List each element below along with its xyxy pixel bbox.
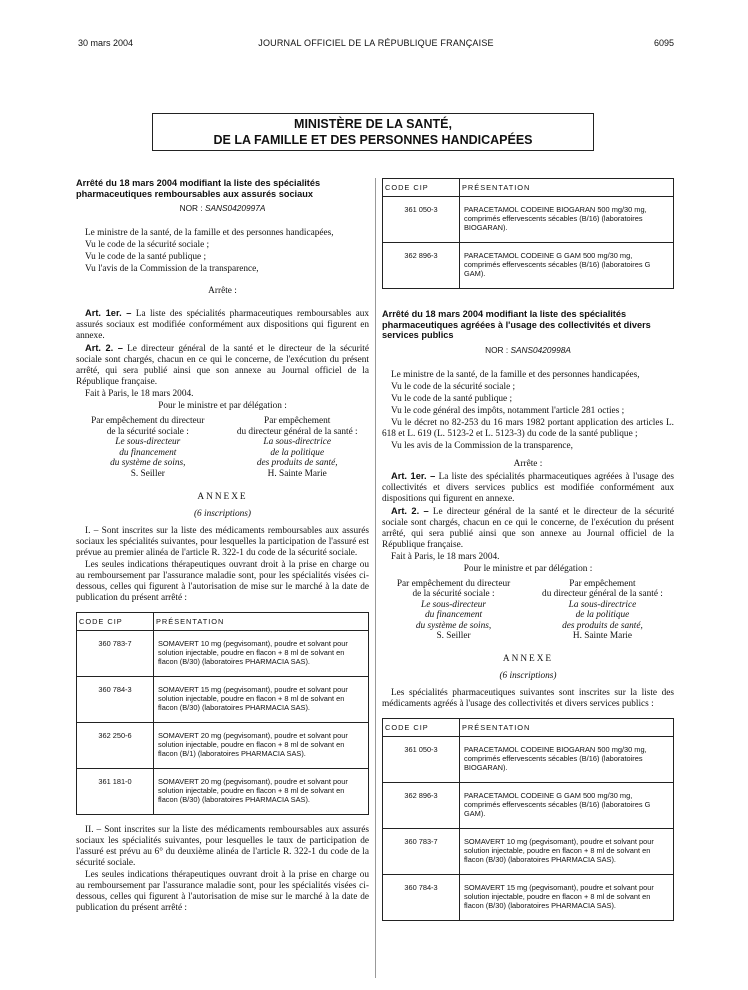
header-date: 30 mars 2004 [78, 38, 134, 48]
table-row [77, 630, 369, 676]
signatory-name: H. Sainte Marie [572, 631, 633, 642]
cip-code: 360 784-3 [77, 676, 154, 722]
presentation-text: SOMAVERT 15 mg (pegvisomant), poudre et solvant pour solution injectable, poudre en flacon + 8 ml de solvant en flacon (B/30) (laboratoires PHARMACIA SAS). [154, 676, 369, 722]
cip-code: 360 783-7 [77, 630, 154, 676]
arrete2-signatures [382, 579, 674, 643]
arrete1-visa: Vu le code de la sécurité sociale ; [85, 240, 210, 250]
presentation-text: SOMAVERT 10 mg (pegvisomant), poudre et solvant pour solution injectable, poudre en flacon + 8 ml de solvant en flacon (B/30) (laboratoires PHARMACIA SAS). [460, 829, 674, 875]
arrete2-visa: Vu le code général des impôts, notamment l'article 281 octies ; [391, 405, 625, 416]
table-row [383, 243, 674, 289]
signatory-name: S. Seiller [130, 468, 165, 479]
cip-code: 362 250-6 [77, 722, 154, 768]
cip-code: 360 784-3 [383, 875, 460, 921]
article-text: La liste des spécialités pharmaceutiques agréées à l'usage des collectivités et divers services publics est modifiée conformément aux dispositions qui figurent en annexe. [382, 471, 674, 504]
arrete2-arrete: Arrête : [513, 458, 543, 469]
presentation-text: SOMAVERT 20 mg (pegvisomant), poudre et solvant pour solution injectable, poudre en flacon + 8 ml de solvant en flacon (B/1) (laboratoires PHARMACIA SAS). [154, 722, 369, 768]
sig-line: des produits de santé, [562, 620, 643, 631]
table-row [383, 783, 674, 829]
arrete2-visa: Vu le code de la santé publique ; [391, 393, 513, 404]
col-header-code: CODE CIP [383, 179, 460, 197]
arrete1-table-2 [382, 178, 674, 289]
table-row [383, 829, 674, 875]
presentation-text: SOMAVERT 10 mg (pegvisomant), poudre et solvant pour solution injectable, poudre en flacon + 8 ml de solvant en flacon (B/30) (laboratoires PHARMACIA SAS). [154, 630, 369, 676]
sig-line: de la sécurité sociale : [106, 426, 189, 437]
header-journal: JOURNAL OFFICIEL DE LA RÉPUBLIQUE FRANÇAISE [258, 38, 494, 48]
arrete2-title: Arrêté du 18 mars 2004 modifiant la liste des spécialités pharmaceutiques agréées à l'usage des collectivités et divers services publics [382, 309, 651, 340]
left-column [76, 178, 369, 915]
table-row [77, 768, 369, 814]
arrete1-inscriptions: (6 inscriptions) [193, 508, 252, 519]
table-row [383, 875, 674, 921]
arrete2-visa: Vu le décret no 82-253 du 16 mars 1982 portant application des articles L. 618 et L. 619 (L. 5123-2 et L. 5123-3) du code de la santé publique ; [382, 417, 674, 439]
presentation-text: PARACETAMOL CODEINE BIOGARAN 500 mg/30 mg, comprimés effervescents sécables (B/16) (laboratoires BIOGARAN). [460, 197, 674, 243]
article-label: Art. 1er. – [85, 308, 132, 318]
presentation-text: PARACETAMOL CODEINE G GAM 500 mg/30 mg, comprimés effervescents sécables (B/16) (laboratoires G GAM). [460, 243, 674, 289]
sig-line: du directeur général de la santé : [236, 426, 358, 437]
cip-code: 360 783-7 [383, 829, 460, 875]
signature-left [76, 416, 220, 480]
sig-line: Par empêchement [569, 578, 636, 589]
right-column [382, 178, 674, 931]
signature-right [225, 416, 369, 480]
nor-value: SANS0420997A [204, 203, 266, 213]
sig-line: du financement [425, 610, 483, 621]
sig-line: Par empêchement [264, 416, 331, 426]
arrete2-pour: Pour le ministre et par délégation : [463, 563, 593, 574]
sig-line: de la politique [270, 447, 325, 458]
sig-line: Le sous-directeur [115, 437, 181, 448]
col-header-presentation: PRÉSENTATION [154, 612, 369, 630]
cip-code: 362 896-3 [383, 783, 460, 829]
col-header-code: CODE CIP [383, 719, 460, 737]
sig-line: du système de soins, [415, 620, 492, 631]
arrete2-article-2 [382, 506, 674, 551]
arrete1-pour: Pour le ministre et par délégation : [158, 401, 287, 411]
cip-code: 361 181-0 [77, 768, 154, 814]
nor-value: SANS0420998A [510, 344, 571, 355]
table-row [77, 676, 369, 722]
arrete1-intro: Le ministre de la santé, de la famille et des personnes handicapées, [85, 228, 334, 238]
signature-right [531, 579, 674, 643]
arrete1-visa: Vu le code de la santé publique ; [85, 252, 207, 262]
ministry-title-line2: DE LA FAMILLE ET DES PERSONNES HANDICAPÉES [213, 133, 533, 147]
arrete1-section-2: II. – Sont inscrites sur la liste des médicaments remboursables aux assurés sociaux les spécialités suivantes, pour lesquelles le taux de participation de l'assuré est prévu au 6° du deuxième alinéa de l'article R. 322-1 du code de la sécurité sociale. [76, 824, 369, 868]
arrete2-nor [382, 345, 674, 356]
arrete1-table-1 [76, 612, 369, 815]
sig-line: Par empêchement du directeur [91, 416, 205, 426]
arrete2-intro: Le ministre de la santé, de la famille et des personnes handicapées, [391, 369, 640, 380]
arrete1-title: Arrêté du 18 mars 2004 modifiant la liste des spécialités pharmaceutiques remboursables aux assurés sociaux [76, 178, 321, 199]
arrete1-section-1: I. – Sont inscrites sur la liste des médicaments remboursables aux assurés sociaux les spécialités suivantes, pour lesquelles la participation de l'assuré est prévue au premier alinéa de l'article R. 322-1 du code de la sécurité sociale. [76, 525, 369, 558]
arrete2-visa: Vu le code de la sécurité sociale ; [391, 381, 516, 392]
sig-line: de la sécurité sociale : [412, 589, 495, 600]
arrete2-inscriptions: (6 inscriptions) [499, 671, 557, 682]
presentation-text: SOMAVERT 15 mg (pegvisomant), poudre et solvant pour solution injectable, poudre en flacon + 8 ml de solvant en flacon (B/30) (laboratoires PHARMACIA SAS). [460, 875, 674, 921]
arrete2-fait: Fait à Paris, le 18 mars 2004. [391, 551, 500, 562]
arrete1-fait: Fait à Paris, le 18 mars 2004. [85, 389, 194, 399]
arrete1-section-2b: Les seules indications thérapeutiques ouvrant droit à la prise en charge ou au remboursement par l'assurance maladie sont, pour les spécialités visées ci-dessous, celles qui figurent à l'autorisation de mise sur le marché à la date de publication du présent arrêté : [76, 869, 369, 913]
arrete2-article-1 [382, 471, 674, 505]
ministry-title-box [152, 113, 594, 151]
arrete2-section-1: Les spécialités pharmaceutiques suivantes sont inscrites sur la liste des médicaments agréés à l'usage des collectivités et divers services publics : [382, 688, 674, 710]
arrete1-signatures [76, 416, 369, 480]
sig-line: Par empêchement du directeur [396, 578, 511, 589]
sig-line: des produits de santé, [256, 458, 338, 469]
sig-line: Le sous-directeur [421, 599, 487, 610]
arrete1-visa: Vu l'avis de la Commission de la transparence, [85, 264, 259, 274]
nor-label: NOR : [179, 203, 203, 213]
table-row [383, 737, 674, 783]
arrete1-article-2 [76, 343, 369, 388]
cip-code: 361 050-3 [383, 197, 460, 243]
article-label: Art. 1er. – [391, 470, 436, 481]
arrete1-section-1b: Les seules indications thérapeutiques ouvrant droit à la prise en charge ou au remboursement par l'assurance maladie sont, pour les spécialités visées ci-dessous, celles qui figurent à l'autorisation de mise sur le marché à la date de publication du présent arrêté : [76, 559, 369, 603]
header-page-number: 6095 [653, 38, 674, 48]
article-text: Le directeur général de la santé et le directeur de la sécurité sociale sont chargés, chacun en ce qui le concerne, de l'exécution du présent arrêté, qui sera publié ainsi que son annexe au Journal officiel de la République française. [382, 506, 674, 550]
sig-line: du directeur général de la santé : [542, 589, 663, 600]
cip-code: 361 050-3 [383, 737, 460, 783]
article-text: Le directeur général de la santé et le directeur de la sécurité sociale sont chargés, chacun en ce qui le concerne, de l'exécution du présent arrêté, qui sera publié ainsi que son annexe au Journal officiel de la République française. [76, 344, 369, 387]
article-label: Art. 2. – [85, 343, 123, 353]
arrete1-arrete: Arrête : [208, 286, 237, 296]
ministry-title-line1: MINISTÈRE DE LA SANTÉ, [294, 117, 452, 131]
nor-label: NOR : [485, 344, 509, 355]
arrete1-annexe-heading: ANNEXE [197, 491, 248, 502]
presentation-text: PARACETAMOL CODEINE BIOGARAN 500 mg/30 mg, comprimés effervescents sécables (B/16) (laboratoires BIOGARAN). [460, 737, 674, 783]
col-header-code: CODE CIP [77, 612, 154, 630]
presentation-text: SOMAVERT 20 mg (pegvisomant), poudre et solvant pour solution injectable, poudre en flacon + 8 ml de solvant en flacon (B/30) (laboratoires PHARMACIA SAS). [154, 768, 369, 814]
signatory-name: S. Seiller [436, 631, 471, 642]
sig-line: La sous-directrice [568, 599, 637, 610]
sig-line: du financement [119, 447, 177, 458]
presentation-text: PARACETAMOL CODEINE G GAM 500 mg/30 mg, comprimés effervescents sécables (B/16) (laboratoires G GAM). [460, 783, 674, 829]
table-row [77, 722, 369, 768]
arrete1-article-1 [76, 308, 369, 342]
cip-code: 362 896-3 [383, 243, 460, 289]
signature-left [382, 579, 525, 643]
arrete2-table [382, 718, 674, 921]
sig-line: La sous-directrice [263, 437, 331, 448]
arrete2-annexe-heading: ANNEXE [502, 654, 554, 665]
article-label: Art. 2. – [391, 505, 429, 516]
table-row [383, 197, 674, 243]
arrete1-nor [76, 203, 369, 214]
article-text: La liste des spécialités pharmaceutiques remboursables aux assurés sociaux est modifiée conformément aux dispositions qui figurent en annexe. [76, 309, 369, 341]
arrete2-visa: Vu les avis de la Commission de la transparence, [391, 440, 573, 451]
signatory-name: H. Sainte Marie [267, 468, 327, 479]
column-divider [375, 178, 376, 978]
col-header-presentation: PRÉSENTATION [460, 719, 674, 737]
sig-line: de la politique [575, 610, 630, 621]
sig-line: du système de soins, [110, 458, 186, 469]
col-header-presentation: PRÉSENTATION [460, 179, 674, 197]
